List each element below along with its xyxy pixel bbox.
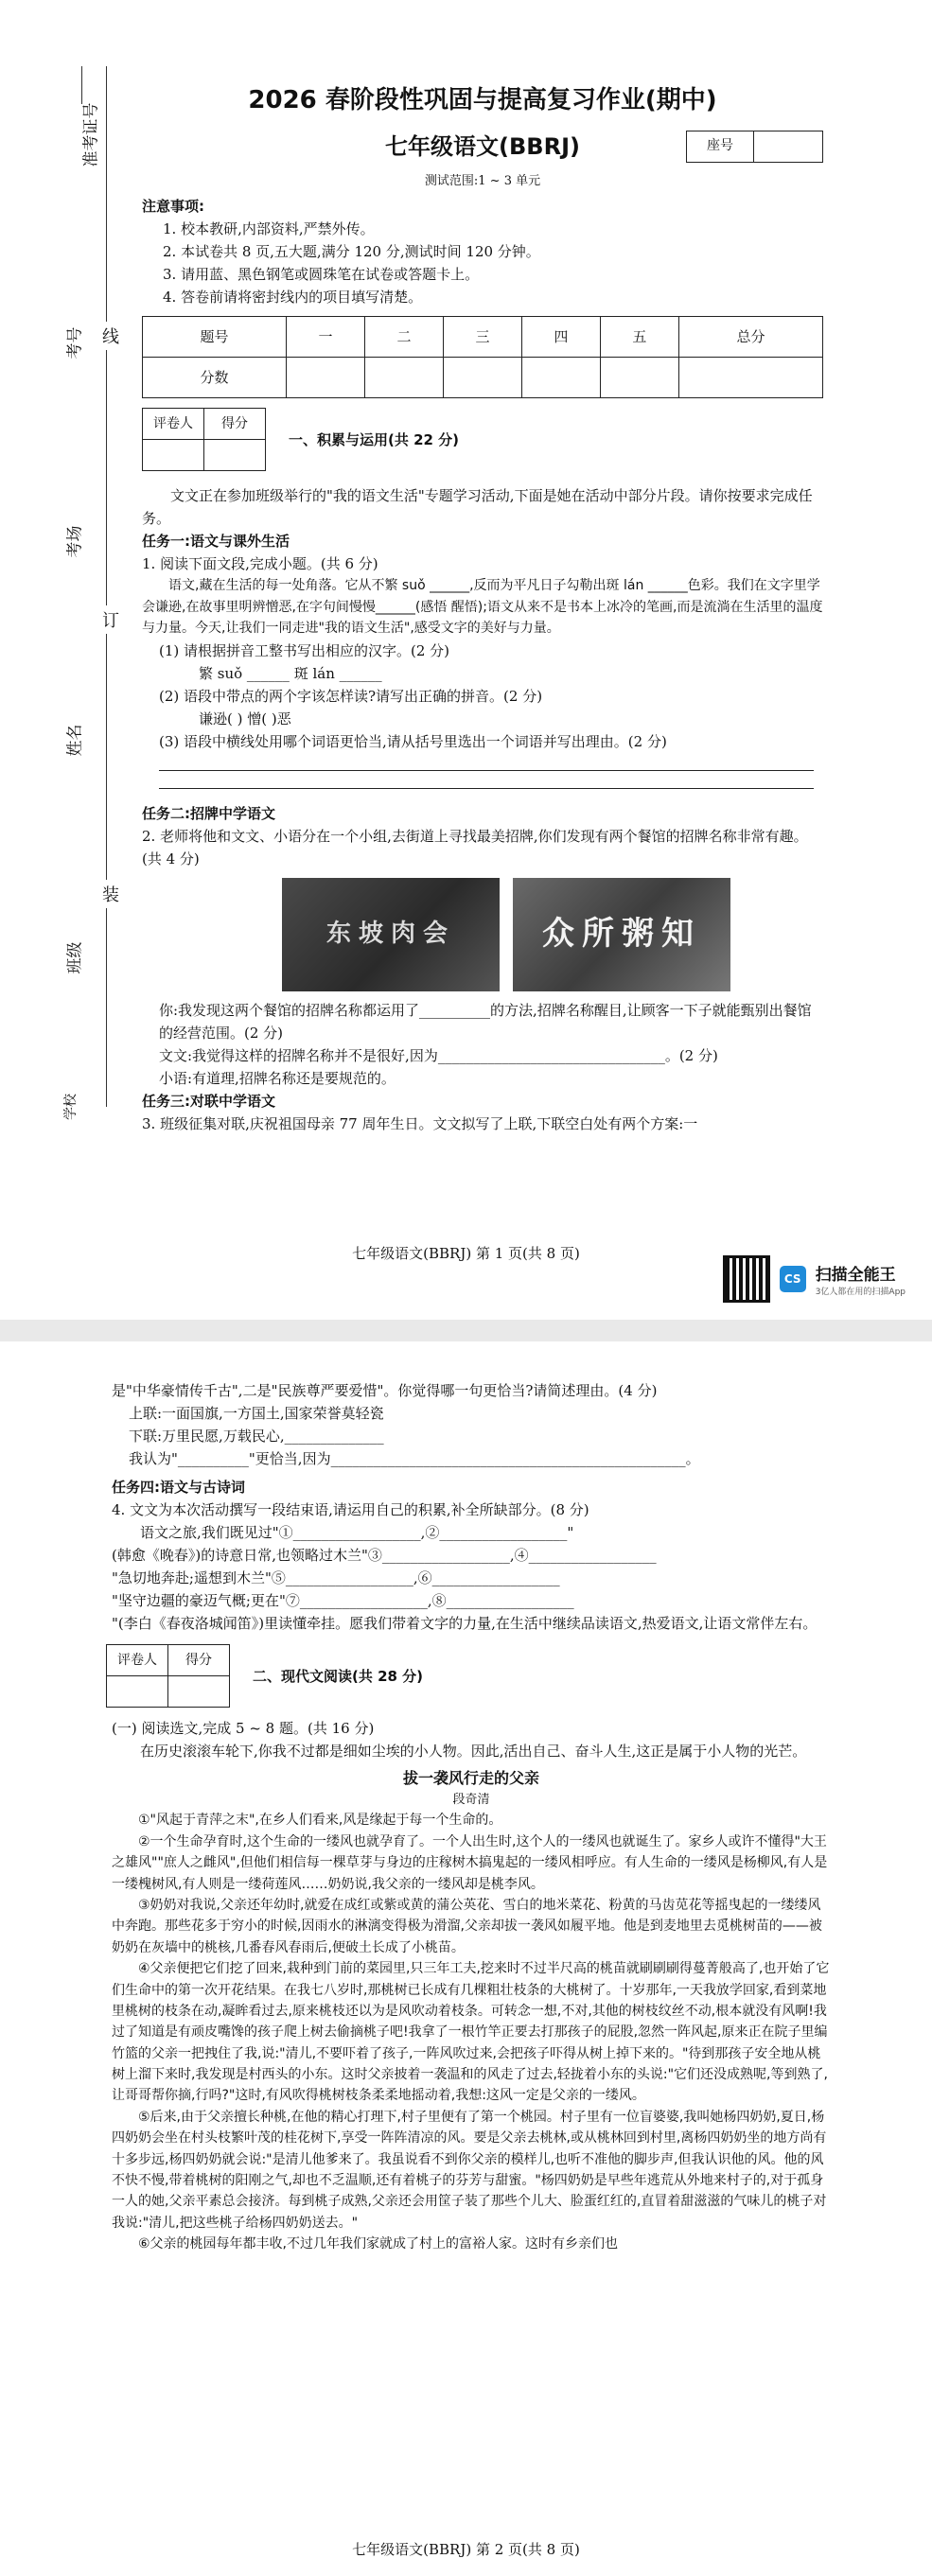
q2-dialogue-xiaoyu: 小语:有道理,招牌名称还是要规范的。: [159, 1069, 396, 1087]
scanner-name: 扫描全能王: [815, 1266, 896, 1285]
score-cell[interactable]: [287, 358, 365, 398]
score-table-header-cell: 五: [600, 317, 678, 358]
q2-dialogue-you: 你:我发现这两个餐馆的招牌名称都运用了__________的方法,招牌名称醒目,让顾客一下子就能甄别出餐馆的经营范围。(2 分): [159, 1001, 812, 1042]
q1-sub2-fill[interactable]: 谦逊( ) 憎( )恶: [199, 710, 291, 727]
grader-field[interactable]: [143, 440, 204, 471]
article-paragraph: ⑤后来,由于父亲擅长种桃,在他的精心打理下,村子里便有了第一个桃园。村子里有一位盲婆婆,我叫她杨四奶奶,夏日,杨四奶奶会坐在村头枝繁叶茂的桂花树下,享受一阵阵清凉的风。要是父亲去桃林,或从桃林回到村里,离杨四奶奶坐的地方尚有十多步远,杨四奶奶就会说:"是清儿他爹来了。我虽说看不到你父亲的模样儿,也听不准他的脚步声,但我认识他的风。他的风不快不慢,带着桃树的阳刚之气,却也不乏温顺,还有着桃子的芬芳与甜蜜。"杨四奶奶是早些年逃荒从外地来村子的,对于孤身一人的她,父亲平素总会接济。每到桃子成熟,父亲还会用筐子装了那些个儿大、脸蛋红红的,直冒着甜滋滋的气味儿的桃子对我说:"清儿,把这些桃子给杨四奶奶送去。": [112, 2109, 827, 2231]
score-table-header-cell: 总分: [678, 317, 822, 358]
article-title: 拔一袭风行走的父亲: [402, 1769, 539, 1787]
exam-page-2: [0, 1341, 932, 2576]
seal-line: [106, 66, 107, 1107]
score-table: [142, 316, 823, 398]
score-table-header-cell: 题号: [143, 317, 287, 358]
section1-intro: 文文正在参加班级举行的"我的语文生活"专题学习活动,下面是她在活动中部分片段。请你按要求完成任务。: [142, 487, 813, 528]
grader-label: 评卷人: [143, 409, 204, 440]
couplet-upper: 上联:一面国旗,一方国土,国家荣誉莫轻瓷: [129, 1405, 384, 1422]
article-paragraph: ⑥父亲的桃园每年都丰收,不过几年我们家就成了村上的富裕人家。这时有乡亲们也: [138, 2236, 618, 2252]
page1-footer: 七年级语文(BBRJ) 第 1 页(共 8 页): [352, 1245, 580, 1262]
grader-score-label: 得分: [204, 409, 266, 440]
name-label: 姓名: [65, 724, 85, 757]
exam-subtitle: 七年级语文(BBRJ): [385, 132, 580, 160]
binding-margin: [0, 0, 142, 1320]
q2-stem: 2. 老师将他和文文、小语分在一个小组,去街道上寻找最美招牌,你们发现有两个餐馆的招牌名称非常有趣。(共 4 分): [142, 827, 808, 867]
q3-answer-line[interactable]: 我认为"__________"更恰当,因为__________________________________________________。: [129, 1450, 700, 1467]
score-table-header-row: [143, 317, 823, 358]
score-row-label: 分数: [143, 358, 287, 398]
note-item: 4. 答卷前请将密封线内的项目填写清楚。: [163, 289, 423, 307]
task3-title: 任务三:对联中学语文: [142, 1092, 275, 1110]
q4-line: "(李白《春夜洛城闻笛》)里读懂牵挂。愿我们带着文字的力量,在生活中继续品读语文,热爱语文,让语文常伴左右。: [112, 1615, 818, 1632]
restaurant-sign-image: 东坡肉会: [282, 878, 500, 991]
grader-score-field[interactable]: [168, 1676, 230, 1708]
note-item: 1. 校本教研,内部资料,严禁外传。: [163, 220, 375, 238]
admission-number-fill-line: [81, 66, 82, 104]
q4-line[interactable]: 语文之旅,我们既见过"①__________________,②__________________": [140, 1524, 574, 1541]
note-item: 3. 请用蓝、黑色钢笔或圆珠笔在试卷或答题卡上。: [163, 266, 480, 284]
subtitle-row: [142, 129, 823, 170]
qr-code-icon: [723, 1255, 770, 1303]
exam-title: 2026 春阶段性巩固与提高复习作业(期中): [248, 86, 717, 114]
article-paragraph: ④父亲便把它们挖了回来,栽种到门前的菜园里,只三年工夫,挖来时不过半尺高的桃苗就刷刷刷得蔓菁般高了,也开始了它们生命中的第一次开花结果。在我七八岁时,那桃树已长成有几棵粗壮枝条的大桃树了。十岁那年,一天我放学回家,看到菜地里桃树的枝条在动,凝眸看过去,原来桃枝还以为是风吹动着枝条。可转念一想,不对,其他的树枝纹丝不动,根本就没有风啊!我过了知道是有顽皮嘴馋的孩子爬上树去偷摘桃子吧!我拿了一根竹竿正要去打那孩子的屁股,忽然一阵风起,原来正在院子里编竹篮的父亲一把拽住了我,说:"清儿,不要吓着了孩子,一阵风吹过来,会把孩子吓得从树上掉下来的。"待到那孩子安全地从桃树上溜下来时,我发现是村西头的小东。这时父亲披着一袭温和的风走了过去,轻拢着小东的头说:"它们还没成熟呢,等到熟了,让哥哥帮你摘,行吗?"这时,有风吹得桃树枝条柔柔地摇动着,我想:这风一定是父亲的一缕风。: [112, 1961, 830, 2104]
test-scope: 测试范围:1 ~ 3 单元: [424, 173, 541, 188]
score-table-score-row: [143, 358, 823, 398]
admission-number-label: 准考证号: [81, 102, 101, 167]
task4-title: 任务四:语文与古诗词: [112, 1479, 245, 1496]
scanner-watermark: [723, 1255, 906, 1303]
q4-line[interactable]: (韩愈《晚春》)的诗意日常,也领略过木兰"③__________________,④__________________: [112, 1547, 657, 1564]
q1-sub2: (2) 语段中带点的两个字该怎样读?请写出正确的拼音。(2 分): [159, 687, 543, 705]
cut-char-line: 线: [102, 322, 119, 350]
score-table-header-cell: 三: [443, 317, 521, 358]
task1-title: 任务一:语文与课外生活: [142, 533, 290, 551]
article-body: [112, 1810, 831, 2254]
q3-stem: 3. 班级征集对联,庆祝祖国母亲 77 周年生日。文文拟写了上联,下联空白处有两个方案:一: [142, 1114, 698, 1132]
restaurant-signs: [282, 878, 823, 991]
grader-table: [106, 1644, 230, 1708]
part1-intro: 在历史滚滚车轮下,你我不过都是细如尘埃的小人物。因此,活出自己、奋斗人生,这正是属于小人物的光芒。: [140, 1743, 807, 1760]
exam-number-label: 考号: [65, 326, 85, 359]
grader-box-section1: [142, 408, 823, 471]
task2-title: 任务二:招牌中学语文: [142, 804, 275, 822]
cut-char-bind: 订: [102, 605, 119, 634]
page1-content: [142, 0, 823, 1135]
seat-number-field[interactable]: [754, 131, 822, 162]
page-gap: [0, 1320, 932, 1341]
score-table-header-cell: 四: [521, 317, 600, 358]
score-table-header-cell: 一: [287, 317, 365, 358]
section2-title: 二、现代文阅读(共 28 分): [253, 1668, 424, 1685]
q1-sub3-answer-line-1[interactable]: [159, 753, 814, 771]
grader-score-field[interactable]: [204, 440, 266, 471]
article-author: 段奇清: [452, 1792, 490, 1807]
section1-title: 一、积累与运用(共 22 分): [289, 431, 460, 449]
score-cell[interactable]: [600, 358, 678, 398]
exam-room-label: 考场: [65, 525, 85, 558]
class-label: 班级: [65, 941, 85, 974]
notes-list: [142, 218, 823, 308]
grader-table: [142, 408, 266, 471]
notes-heading: 注意事项:: [142, 198, 204, 216]
article-paragraph: ①"风起于青萍之末",在乡人们看来,风是缘起于每一个生命的。: [138, 1813, 502, 1829]
school-label: 学校: [63, 1094, 79, 1120]
part1-stem: (一) 阅读选文,完成 5 ~ 8 题。(共 16 分): [112, 1720, 375, 1737]
q4-line[interactable]: "坚守边疆的豪迈气概;更在"⑦__________________,⑧__________________: [112, 1592, 574, 1609]
q1-sub1: (1) 请根据拼音工整书写出相应的汉字。(2 分): [159, 641, 450, 659]
score-table-header-cell: 二: [365, 317, 444, 358]
q3-continued: 是"中华豪情传千古",二是"民族尊严要爱惜"。你觉得哪一句更恰当?请简述理由。(4 分): [112, 1382, 658, 1399]
score-cell[interactable]: [678, 358, 822, 398]
page2-footer: 七年级语文(BBRJ) 第 2 页(共 8 页): [352, 2541, 580, 2558]
q1-sub3-answer-line-2[interactable]: [159, 771, 814, 789]
page2-content: [112, 1379, 831, 2255]
restaurant-sign-image: 众所粥知: [513, 878, 730, 991]
scanner-brand: [816, 1261, 906, 1297]
score-cell[interactable]: [365, 358, 444, 398]
grader-box-section2: [106, 1644, 831, 1708]
article-paragraph: ③奶奶对我说,父亲还年幼时,就爱在成红或紫或黄的蒲公英花、雪白的地米菜花、粉黄的马齿苋花等摇曳起的一缕缕风中奔跑。那些花多于穷小的时候,因雨水的淋漓变得极为滑溜,父亲却拔一袭风如履平地。他是到麦地里去觅桃树苗的——被奶奶在灰墙中的桃核,几番春风春雨后,便破土长成了小桃苗。: [112, 1897, 822, 1955]
q1-stem: 1. 阅读下面文段,完成小题。(共 6 分): [142, 555, 378, 573]
grader-field[interactable]: [107, 1676, 168, 1708]
score-cell[interactable]: [521, 358, 600, 398]
grader-label: 评卷人: [107, 1645, 168, 1676]
article-paragraph: ②一个生命孕育时,这个生命的一缕风也就孕育了。一个人出生时,这个人的一缕风也就诞生了。家乡人或许不懂得"大王之雄风""庶人之雌风",但他们相信每一棵草芽与身边的庄稼树木搞鬼起的一缕风相呼应。有人生命的一缕风是杨柳风,有人是一缕槐树风,有人则是一缕荷莲风……奶奶说,我父亲的一缕风却是桃李风。: [112, 1833, 828, 1892]
cut-char-seal: 装: [102, 880, 119, 908]
q1-sub3: (3) 语段中横线处用哪个词语更恰当,请从括号里选出一个词语并写出理由。(2 分): [159, 732, 667, 750]
q4-stem: 4. 文文为本次活动撰写一段结束语,请运用自己的积累,补全所缺部分。(8 分): [112, 1501, 589, 1518]
q2-dialogue-wenwen: 文文:我觉得这样的招牌名称并不是很好,因为________________________________。(2 分): [159, 1046, 718, 1064]
q1-passage: 语文,藏在生活的每一处角落。它从不繁 suǒ ______,反而为平凡日子勾勒出斑 lán ______色彩。我们在文字里学会谦逊,在故事里明辨憎恶,在字句间慢慢______(感悟 醒悟);语文从来不是书本上冰冷的笔画,而是流淌在生活里的温度与力量。今天,让我们一同走进"我的语文生活",感受文字的美好与力量。: [142, 578, 823, 637]
score-cell[interactable]: [443, 358, 521, 398]
camscanner-logo-icon: CS: [780, 1266, 806, 1292]
seat-number-box[interactable]: [686, 131, 823, 163]
scanner-tagline: 3亿人都在用的扫描App: [815, 1288, 906, 1297]
seat-number-label: 座号: [687, 131, 754, 162]
q4-line[interactable]: "急切地奔赴;遥想到木兰"⑤__________________,⑥__________________: [112, 1569, 560, 1586]
q1-sub1-fill[interactable]: 繁 suǒ ______ 斑 lán ______: [199, 664, 382, 682]
grader-score-label: 得分: [168, 1645, 230, 1676]
note-item: 2. 本试卷共 8 页,五大题,满分 120 分,测试时间 120 分钟。: [163, 243, 540, 261]
couplet-lower[interactable]: 下联:万里民愿,万载民心,______________: [129, 1428, 384, 1445]
